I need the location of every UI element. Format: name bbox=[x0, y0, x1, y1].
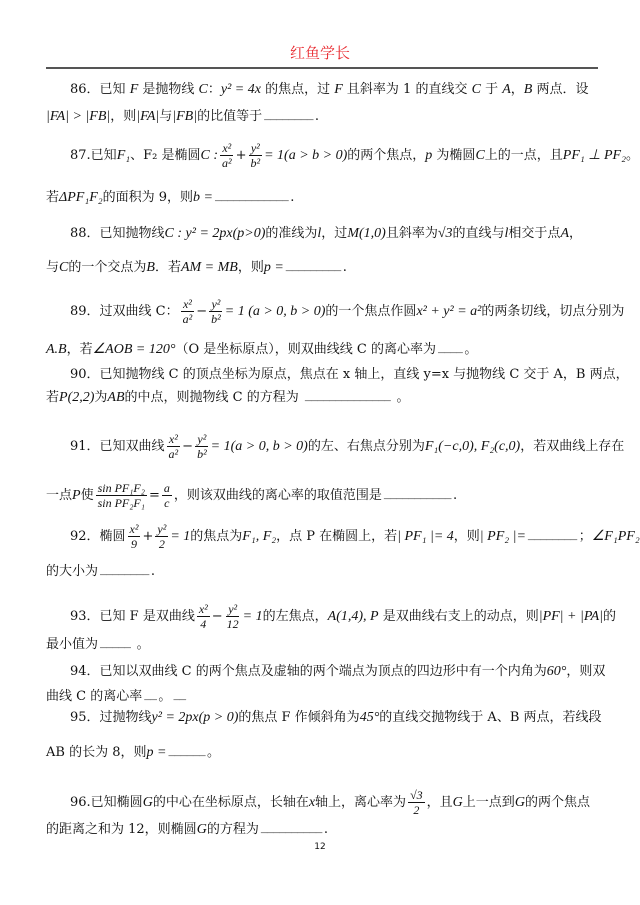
math-expression: PF₁ ⊥ PF₂ bbox=[562, 147, 626, 163]
math-expression: F₁, F₂ bbox=[242, 528, 277, 544]
math-expression: AM = MB bbox=[180, 260, 238, 275]
math-expression: = 1 (a > 0, b > 0) bbox=[224, 303, 326, 319]
math-expression: = 1 bbox=[242, 608, 263, 624]
fraction-numerator: sin PF₁F₂ bbox=[97, 481, 145, 495]
problem-line-q95-2 bbox=[46, 744, 600, 762]
math-expression: C bbox=[59, 260, 69, 275]
text-segment: = bbox=[148, 487, 160, 503]
math-expression: G bbox=[142, 794, 153, 810]
answer-blank: ___________ bbox=[383, 489, 451, 502]
problem-line-q94-1 bbox=[70, 663, 606, 681]
math-expression: A bbox=[502, 82, 511, 97]
text-segment: 93．已知 F 是双曲线 bbox=[70, 608, 195, 624]
text-segment: 的方程为 bbox=[206, 822, 259, 837]
problem-line-q88-2 bbox=[46, 259, 600, 277]
answer-blank: ____ bbox=[437, 344, 463, 356]
math-expression: | PF₁ |= 4 bbox=[397, 528, 454, 544]
text-segment: 若 bbox=[46, 390, 60, 405]
math-expression: y² = 2px(p > 0) bbox=[151, 710, 239, 725]
math-expression: C : y² = 2px(p>0) bbox=[164, 226, 266, 241]
text-segment: 95．过抛物线 bbox=[70, 710, 152, 725]
fraction-denominator: c bbox=[164, 496, 170, 510]
problem-line-q89-1 bbox=[70, 297, 625, 326]
text-segment: 与 bbox=[159, 109, 173, 124]
problem-line-q93-1 bbox=[70, 602, 616, 631]
problem-line-q92-2 bbox=[46, 563, 600, 581]
problem-line-q88-1 bbox=[70, 225, 600, 243]
math-expression: F bbox=[129, 82, 139, 97]
text-segment: 的准线为 bbox=[265, 226, 318, 241]
answer-blank: __ bbox=[173, 691, 186, 703]
math-expression: A(1,4), P bbox=[327, 608, 379, 624]
text-segment: 轴上，离心率为 bbox=[315, 794, 407, 810]
fraction-numerator: x² bbox=[222, 141, 232, 155]
text-segment: + bbox=[235, 147, 247, 163]
text-segment: ，则该双曲线的离心率的取值范围是 bbox=[173, 487, 382, 503]
math-expression: ∠F₁PF₂ bbox=[591, 528, 640, 544]
text-segment: 的中点，则抛物线 C 的方程为 bbox=[124, 390, 303, 405]
fraction bbox=[408, 788, 425, 817]
text-segment: 。 bbox=[158, 689, 172, 704]
fraction-denominator: 2 bbox=[413, 803, 420, 817]
fraction-numerator: y² bbox=[157, 522, 167, 536]
text-segment: 的两个焦点 bbox=[524, 794, 590, 810]
fraction bbox=[167, 432, 181, 461]
answer-blank: _________ bbox=[285, 262, 341, 274]
math-expression: ∠AOB = 120° bbox=[92, 342, 176, 357]
problem-line-q89-2 bbox=[46, 341, 600, 359]
math-expression: = 1(a > b > 0) bbox=[264, 147, 348, 163]
text-segment: 的两个焦点， bbox=[347, 147, 426, 163]
math-expression: | PF₂ |= bbox=[479, 528, 526, 544]
text-segment: ，则双 bbox=[566, 664, 606, 679]
text-segment: 的距离之和为 12，则椭圆 bbox=[46, 822, 197, 837]
text-segment: ， bbox=[569, 226, 583, 241]
math-expression: |FA| > |FB| bbox=[46, 109, 111, 124]
text-segment: + bbox=[142, 528, 154, 544]
problem-line-q95-1 bbox=[70, 709, 600, 727]
problem-line-q86-2 bbox=[46, 108, 600, 126]
text-segment: 为椭圆 bbox=[432, 147, 476, 163]
fraction bbox=[128, 522, 141, 551]
text-segment: ，若双曲线上存在 bbox=[520, 438, 625, 454]
text-segment: ； bbox=[578, 528, 592, 544]
math-expression: b = bbox=[193, 190, 213, 205]
text-segment: 且斜率为 bbox=[385, 226, 438, 241]
problem-line-q87-1 bbox=[70, 141, 639, 170]
text-segment: . bbox=[290, 190, 295, 205]
text-segment: 86．已知 bbox=[70, 82, 130, 97]
text-segment: 的左、右焦点分别为 bbox=[307, 438, 425, 454]
fraction bbox=[197, 602, 210, 631]
problem-line-q92-1 bbox=[70, 522, 640, 551]
answer-blank: ________ bbox=[100, 566, 149, 578]
fraction bbox=[249, 141, 263, 170]
text-segment: 若 bbox=[46, 190, 60, 205]
text-segment: ，则 bbox=[237, 260, 264, 275]
text-segment: 87.已知 bbox=[70, 147, 117, 163]
text-segment: ，且 bbox=[426, 794, 453, 810]
math-expression: 60° bbox=[546, 664, 567, 679]
text-segment: 的一个焦点作圆 bbox=[325, 303, 417, 319]
text-segment: . bbox=[150, 564, 155, 579]
problem-line-q96-2 bbox=[46, 821, 600, 839]
math-expression: B bbox=[146, 260, 155, 275]
fraction-numerator: x² bbox=[168, 432, 178, 446]
math-expression: x bbox=[308, 794, 316, 810]
fraction-denominator: sin PF₂F₁ bbox=[97, 496, 145, 510]
text-segment: （O 是坐标原点），则双曲线线 C 的离心率为 bbox=[175, 342, 436, 357]
text-segment: ， bbox=[510, 82, 524, 97]
text-segment: 一点 bbox=[46, 487, 73, 503]
math-expression: F₁ bbox=[116, 147, 131, 163]
text-segment: ，点 P 在椭圆上，若 bbox=[276, 528, 398, 544]
text-segment: ，则 bbox=[453, 528, 480, 544]
math-expression: P(2,2) bbox=[59, 390, 95, 405]
math-expression: F bbox=[334, 82, 343, 97]
fraction-denominator: a² bbox=[168, 447, 179, 461]
text-segment: . bbox=[314, 109, 320, 124]
math-expression: G bbox=[196, 822, 207, 837]
math-expression: A bbox=[560, 226, 569, 241]
problem-line-q90-2 bbox=[46, 389, 600, 407]
text-segment: 91．已知双曲线 bbox=[70, 438, 165, 454]
text-segment: 。 bbox=[464, 342, 478, 357]
math-expression: |FA| bbox=[136, 109, 160, 124]
problem-line-q91-1 bbox=[70, 432, 625, 461]
math-expression: p = bbox=[263, 260, 284, 275]
text-segment: 的直线交抛物线于 A、B 两点，若线段 bbox=[379, 710, 602, 725]
fraction-numerator: x² bbox=[198, 602, 208, 616]
text-segment: 。 bbox=[207, 745, 221, 760]
answer-blank: ________ bbox=[264, 111, 313, 123]
fraction bbox=[225, 602, 241, 631]
fraction-denominator: b² bbox=[197, 447, 207, 461]
text-segment: ，过 bbox=[321, 226, 348, 241]
text-segment: ．若 bbox=[154, 260, 181, 275]
text-segment: 的 bbox=[602, 608, 616, 624]
text-segment: 。 bbox=[132, 637, 150, 652]
fraction bbox=[155, 522, 168, 551]
answer-blank: ____________ bbox=[214, 192, 289, 204]
fraction-numerator: y² bbox=[211, 297, 221, 311]
text-segment: ，则 bbox=[110, 109, 137, 124]
text-segment: 且斜率为 1 的直线交 bbox=[342, 82, 472, 97]
text-segment: 96.已知椭圆 bbox=[70, 794, 143, 810]
text-segment: 相交于点 bbox=[508, 226, 561, 241]
answer-blank: ______ bbox=[168, 747, 206, 759]
text-segment: 是双曲线右支上的动点，则 bbox=[378, 608, 539, 624]
fraction-numerator: y² bbox=[228, 602, 238, 616]
math-expression: l bbox=[504, 226, 509, 241]
fraction-numerator: x² bbox=[182, 297, 192, 311]
fraction-denominator: 9 bbox=[131, 537, 138, 551]
text-segment: 。 bbox=[625, 147, 639, 163]
problem-line-q91-2 bbox=[46, 481, 600, 510]
math-expression: A.B bbox=[46, 342, 67, 357]
math-expression: F₁(−c,0), F₂(c,0) bbox=[424, 438, 521, 454]
header-divider bbox=[46, 67, 598, 69]
fraction-numerator: y² bbox=[250, 141, 260, 155]
text-segment: 曲线 C 的离心率 bbox=[46, 689, 143, 704]
math-expression: C bbox=[198, 82, 208, 97]
problem-line-q93-2 bbox=[46, 636, 600, 654]
fraction-denominator: 12 bbox=[226, 617, 239, 631]
text-segment: . bbox=[323, 822, 328, 837]
text-segment: 的焦点，过 bbox=[260, 82, 335, 97]
fraction-denominator: 4 bbox=[200, 617, 207, 631]
math-expression: |PF| + |PA| bbox=[538, 608, 603, 624]
text-segment: 90．已知抛物线 C 的顶点坐标为原点，焦点在 x 轴上，直线 y=x 与抛物线 C 交于 A，B 两点， bbox=[70, 367, 629, 382]
problem-line-q86-1 bbox=[70, 81, 600, 99]
problem-line-q94-2 bbox=[46, 688, 600, 706]
text-segment: 、F₂ 是椭圆 bbox=[130, 147, 201, 163]
math-expression: p bbox=[425, 147, 433, 163]
text-segment: . bbox=[342, 260, 347, 275]
text-segment: 的两条切线，切点分别为 bbox=[481, 303, 625, 319]
text-segment: 的面积为 9，则 bbox=[102, 190, 194, 205]
math-expression: = 1 bbox=[170, 528, 191, 544]
fraction-denominator: b² bbox=[250, 156, 261, 170]
text-segment: 的左焦点， bbox=[262, 608, 328, 624]
text-segment: 使 bbox=[80, 487, 94, 503]
text-segment: 88．已知抛物线 bbox=[70, 226, 165, 241]
math-expression: ΔPF₁F₂ bbox=[59, 190, 103, 205]
text-segment: 的中心在坐标原点，长轴在 bbox=[152, 794, 309, 810]
math-expression: B bbox=[523, 82, 533, 97]
text-segment: 最小值为 bbox=[46, 637, 99, 652]
math-expression: p = bbox=[146, 745, 167, 760]
text-segment: 。 bbox=[392, 390, 410, 405]
math-expression: l bbox=[317, 226, 322, 241]
text-segment: − bbox=[182, 438, 194, 454]
math-expression: 45° bbox=[359, 710, 380, 725]
text-segment: AB 的长为 8，则 bbox=[46, 745, 147, 760]
text-segment: − bbox=[211, 608, 223, 624]
answer-blank: __ bbox=[144, 691, 157, 703]
text-segment: 两点．设 bbox=[532, 82, 589, 97]
answer-blank: ______________ bbox=[304, 392, 391, 404]
text-segment: 是抛物线 bbox=[138, 82, 199, 97]
text-segment: 上一点到 bbox=[462, 794, 515, 810]
math-expression: P bbox=[72, 487, 81, 503]
fraction bbox=[181, 297, 195, 326]
page-number: 12 bbox=[314, 842, 326, 852]
text-segment: 与 bbox=[46, 260, 60, 275]
fraction-numerator: x² bbox=[129, 522, 139, 536]
text-segment: . bbox=[452, 487, 458, 503]
text-segment: 的焦点 F 作倾斜角为 bbox=[238, 710, 360, 725]
fraction-numerator: √3 bbox=[410, 788, 423, 802]
fraction-numerator: a bbox=[163, 481, 170, 495]
text-segment: ，若 bbox=[66, 342, 93, 357]
answer-blank: _____ bbox=[100, 639, 131, 651]
math-expression: √3 bbox=[437, 226, 453, 241]
text-segment: 的大小为 bbox=[46, 564, 99, 579]
text-segment: 于 bbox=[480, 82, 503, 97]
math-expression: G bbox=[452, 794, 463, 810]
fraction bbox=[162, 481, 172, 510]
fraction bbox=[209, 297, 223, 326]
text-segment: ： bbox=[207, 82, 221, 97]
text-segment: − bbox=[196, 303, 208, 319]
fraction-denominator: a² bbox=[221, 156, 232, 170]
fraction bbox=[96, 481, 147, 510]
text-segment: 89．过双曲线 C： bbox=[70, 303, 179, 319]
problem-line-q96-1 bbox=[70, 788, 600, 817]
fraction-denominator: 2 bbox=[158, 537, 165, 551]
math-expression: x² + y² = a² bbox=[416, 303, 482, 319]
fraction-denominator: b² bbox=[211, 312, 221, 326]
fraction bbox=[195, 432, 209, 461]
text-segment: 94．已知以双曲线 C 的两个焦点及虚轴的两个端点为顶点的四边形中有一个内角为 bbox=[70, 664, 547, 679]
header-title: 红鱼学长 bbox=[289, 44, 350, 62]
answer-blank: __________ bbox=[260, 824, 322, 836]
math-expression: = 1(a > 0, b > 0) bbox=[210, 438, 308, 454]
text-segment: 92．椭圆 bbox=[70, 528, 126, 544]
math-expression: AB bbox=[107, 390, 125, 405]
text-segment: 上的一点，且 bbox=[484, 147, 563, 163]
math-expression: G bbox=[514, 794, 525, 810]
text-segment: 的直线与 bbox=[452, 226, 505, 241]
problem-line-q90-1 bbox=[70, 366, 629, 384]
math-expression: M(1,0) bbox=[347, 226, 386, 241]
math-expression: C bbox=[471, 82, 481, 97]
fraction-denominator: a² bbox=[182, 312, 193, 326]
fraction-numerator: y² bbox=[197, 432, 207, 446]
text-segment: 的比值等于 bbox=[197, 109, 263, 124]
math-expression: |FB| bbox=[172, 109, 198, 124]
math-expression: C : bbox=[200, 147, 218, 163]
text-segment: 为 bbox=[94, 390, 108, 405]
text-segment: 的一个交点为 bbox=[68, 260, 147, 275]
problem-line-q87-2 bbox=[46, 189, 600, 207]
math-expression: C bbox=[475, 147, 485, 163]
answer-blank: ________ bbox=[527, 530, 577, 543]
math-expression: y² = 4x bbox=[220, 82, 261, 97]
text-segment: 的焦点为 bbox=[190, 528, 243, 544]
fraction bbox=[220, 141, 234, 170]
